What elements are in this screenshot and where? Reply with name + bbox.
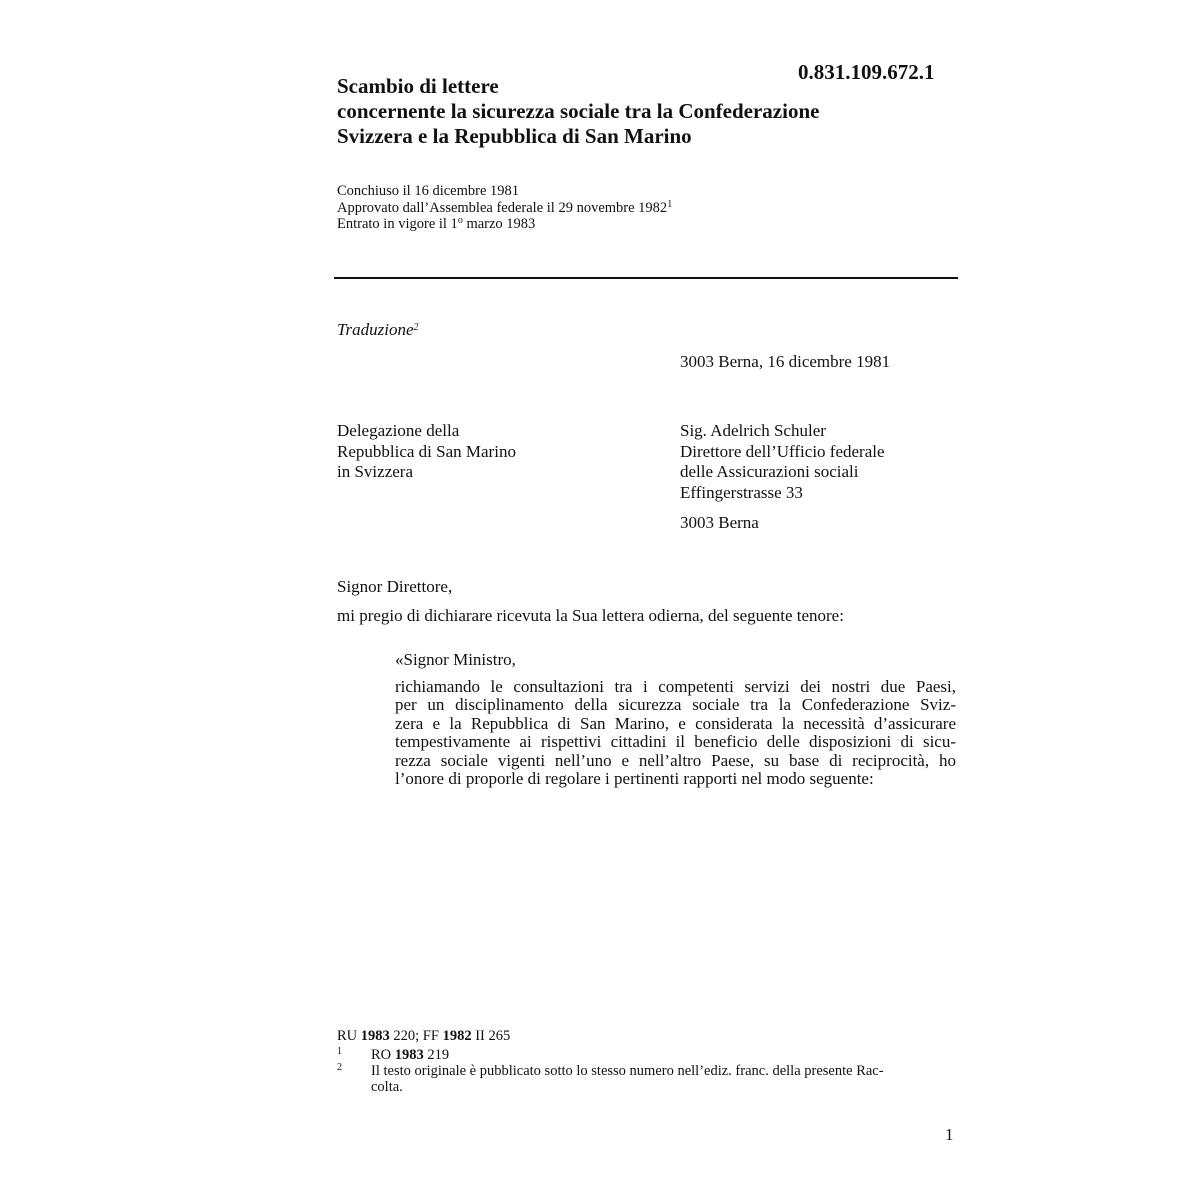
footnote-ref-1[interactable]: 1 [667, 198, 673, 210]
ru-page: 220; FF [389, 1028, 443, 1044]
quote-line: per un disciplinamento della sicurezza sociale tra la Confederazione Sviz- [395, 695, 956, 715]
footnotes [337, 1028, 947, 1095]
recipient-line: Effingerstrasse 33 [680, 482, 803, 502]
quote-line: richiamando le consultazioni tra i competenti servizi dei nostri due Paesi, [395, 677, 956, 696]
footnote-text: Il testo originale è pubblicato sotto lo stesso numero nell’ediz. franc. della presente Rac- [371, 1063, 884, 1079]
ff-year: 1982 [442, 1028, 472, 1044]
entry-ordinal: o [457, 215, 463, 226]
quote-line: rezza sociale vigenti nell’uno e nell’altro Paese, su base di reciprocità, ho [395, 750, 956, 770]
place-date: 3003 Berna, 16 dicembre 1981 [680, 352, 891, 371]
ff-ref: II 265 [471, 1028, 511, 1044]
quote-line: zera e la Repubblica di San Marino, e considerata la necessità d’assicurare [395, 713, 956, 733]
quoted-paragraph [395, 678, 956, 788]
entry-into-force [337, 216, 672, 233]
footnote-1 [337, 1047, 947, 1063]
entry-prefix: Entrato in vigore il 1 [337, 216, 458, 232]
translation-text: Traduzione [337, 320, 414, 339]
sender-line: Delegazione della [337, 421, 460, 440]
horizontal-rule [334, 277, 958, 279]
sender-address [337, 421, 516, 483]
title-line: concernente la sicurezza sociale tra la Confederazione [337, 99, 820, 123]
approved-text: Approvato dall’Assemblea federale il 29 novembre 1982 [337, 199, 668, 216]
document-meta [337, 183, 672, 233]
recipient-line: Direttore dell’Ufficio federale [680, 441, 885, 461]
sender-line: in Svizzera [337, 462, 413, 481]
entry-suffix: marzo 1983 [462, 216, 536, 232]
footnote-number: 2 [337, 1062, 342, 1073]
recipient-address [680, 421, 885, 503]
document-title [337, 74, 819, 149]
sr-number: 0.831.109.672.1 [798, 60, 935, 84]
title-line: Svizzera e la Repubblica di San Marino [337, 124, 692, 148]
quote-opening: «Signor Ministro, [395, 650, 516, 669]
recipient-line: Sig. Adelrich Schuler [680, 421, 826, 440]
quote-line: tempestivamente ai rispettivi cittadini il beneficio delle disposizioni di sicu- [395, 732, 956, 752]
recipient-city: 3003 Berna [680, 513, 759, 532]
concluded-date: Conchiuso il 16 dicembre 1981 [337, 183, 520, 199]
sender-line: Repubblica di San Marino [337, 441, 516, 461]
recipient-line: delle Assicurazioni sociali [680, 462, 859, 481]
intro-paragraph: mi pregio di dichiarare ricevuta la Sua lettera odierna, del seguente tenore: [337, 606, 844, 625]
source-reference [337, 1028, 947, 1044]
ru-label: RU [337, 1028, 361, 1044]
title-line: Scambio di lettere [337, 74, 499, 98]
footnote-2 [337, 1063, 947, 1095]
approved-date [337, 200, 672, 217]
page-number: 1 [945, 1125, 954, 1144]
footnote-ref-2[interactable]: 2 [413, 322, 419, 333]
footnote-text: RO [371, 1047, 395, 1063]
translation-label [337, 320, 419, 341]
ru-year: 1983 [360, 1028, 390, 1044]
quote-line: l’onore di proporle di regolare i pertinenti rapporti nel modo seguente: [395, 769, 874, 789]
footnote-bold: 1983 [394, 1047, 424, 1063]
salutation: Signor Direttore, [337, 577, 453, 596]
footnote-suffix: 219 [423, 1047, 450, 1063]
footnote-number: 1 [337, 1046, 342, 1057]
footnote-continuation: colta. [371, 1079, 403, 1095]
